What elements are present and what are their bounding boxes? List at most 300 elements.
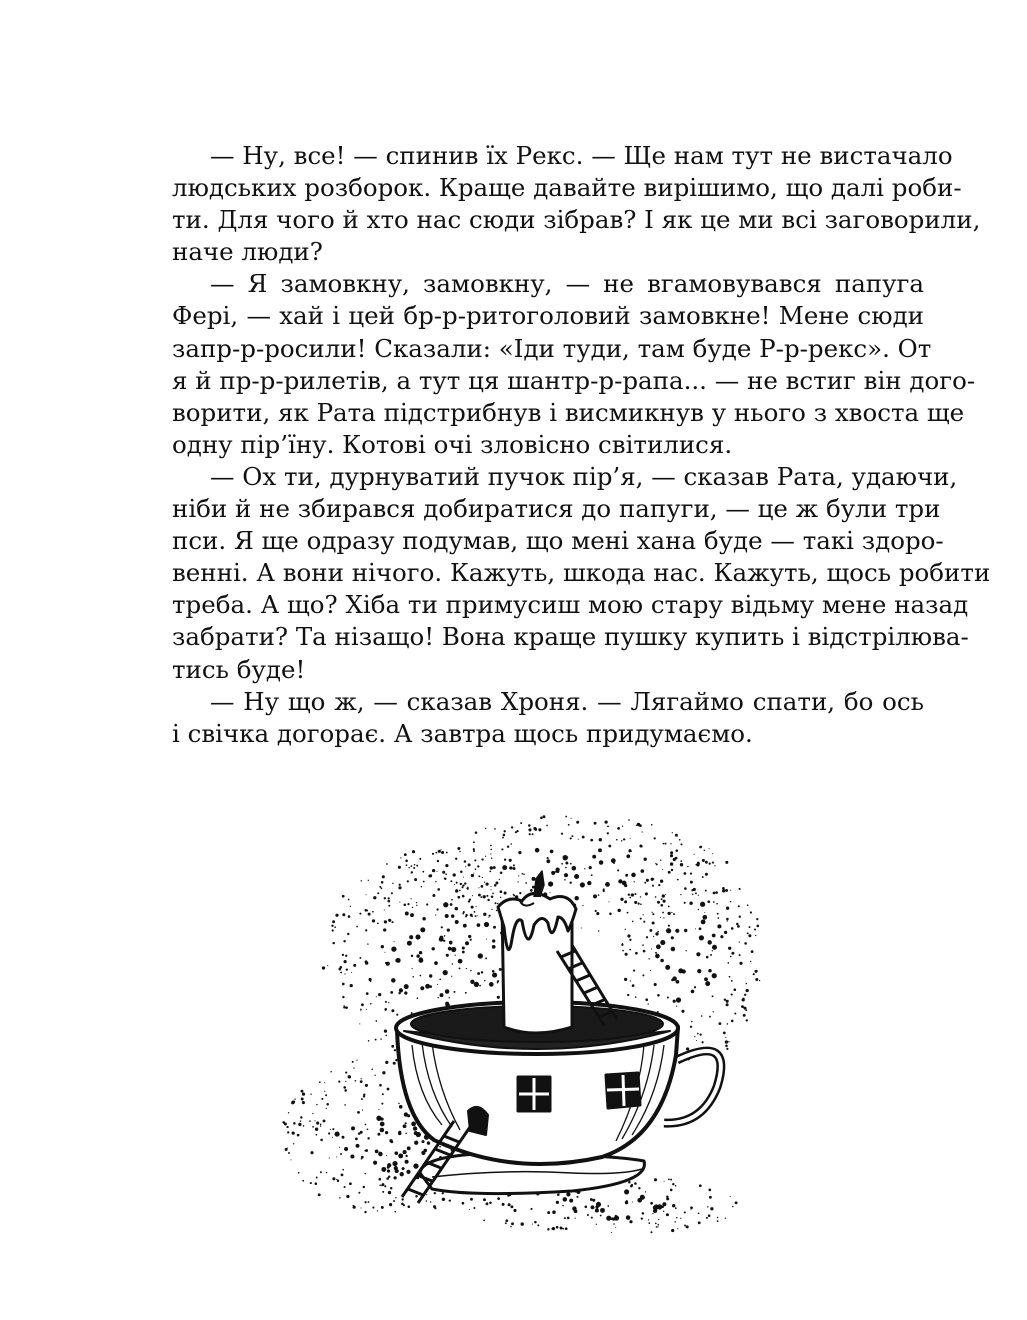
ink-dot bbox=[530, 1208, 532, 1210]
ink-dot bbox=[657, 1224, 659, 1226]
ink-dot bbox=[564, 1217, 566, 1219]
ink-dot bbox=[473, 850, 475, 852]
ink-dot bbox=[459, 890, 461, 892]
ink-dot bbox=[470, 970, 472, 972]
ink-dot bbox=[534, 1221, 537, 1224]
ink-dot bbox=[642, 944, 644, 946]
ink-dot bbox=[381, 887, 383, 889]
ink-dot bbox=[470, 1198, 473, 1201]
ink-dot bbox=[489, 915, 491, 917]
ink-dot bbox=[412, 976, 414, 978]
ink-dot bbox=[552, 1210, 556, 1214]
ink-dot bbox=[365, 961, 368, 964]
ink-dot bbox=[650, 1202, 653, 1205]
ink-dot bbox=[574, 874, 579, 879]
ink-dot bbox=[445, 914, 449, 918]
ink-dot bbox=[518, 875, 519, 876]
ink-dot bbox=[511, 826, 513, 828]
ink-dot bbox=[543, 815, 546, 818]
ink-dot bbox=[301, 1098, 304, 1101]
ink-dot bbox=[707, 900, 710, 903]
ink-dot bbox=[671, 1229, 674, 1232]
ink-dot bbox=[475, 831, 478, 834]
ink-dot bbox=[439, 1146, 441, 1148]
ink-dot bbox=[508, 1203, 511, 1206]
ink-dot bbox=[456, 889, 457, 890]
ink-dot bbox=[680, 1218, 681, 1219]
ink-dot bbox=[672, 1204, 675, 1207]
ink-dot bbox=[417, 997, 419, 999]
ink-dot bbox=[652, 921, 655, 924]
ink-dot bbox=[494, 902, 496, 904]
ink-dot bbox=[356, 926, 358, 928]
ink-dot bbox=[368, 1040, 370, 1042]
text-line: ворити, як Рата підстрибнув і висмикнув у нього з хвоста ще bbox=[172, 397, 965, 427]
ink-dot bbox=[520, 822, 522, 824]
ink-dot bbox=[380, 1128, 385, 1133]
ink-dot bbox=[340, 966, 343, 969]
ink-dot bbox=[389, 1203, 392, 1206]
ink-dot bbox=[687, 866, 688, 867]
ink-dot bbox=[435, 914, 436, 915]
ink-dot bbox=[445, 989, 450, 994]
ink-dot bbox=[391, 978, 396, 983]
ink-dot bbox=[451, 914, 455, 918]
paragraph bbox=[172, 140, 981, 268]
ink-dot bbox=[645, 1191, 646, 1192]
ink-dot bbox=[385, 1001, 387, 1003]
ink-dot bbox=[462, 1202, 465, 1205]
ink-dot bbox=[595, 910, 597, 912]
ink-dot bbox=[653, 1209, 657, 1213]
ink-dot bbox=[644, 882, 646, 884]
ink-dot bbox=[677, 879, 679, 881]
ink-dot bbox=[485, 856, 486, 857]
ink-dot bbox=[342, 996, 344, 998]
ink-dot bbox=[705, 861, 708, 864]
ink-dot bbox=[356, 1060, 357, 1061]
ink-dot bbox=[381, 945, 384, 948]
ink-dot bbox=[635, 893, 637, 895]
ink-dot bbox=[499, 879, 500, 880]
ink-dot bbox=[648, 1219, 649, 1220]
ink-dot bbox=[598, 848, 602, 852]
ink-dot bbox=[595, 1205, 598, 1208]
ink-dot bbox=[433, 1205, 436, 1208]
ink-dot bbox=[492, 970, 495, 973]
ink-dot bbox=[747, 904, 749, 906]
ink-dot bbox=[462, 951, 465, 954]
ink-dot bbox=[726, 918, 729, 921]
ink-dot bbox=[690, 881, 693, 884]
ink-dot bbox=[320, 1125, 321, 1126]
ink-dot bbox=[564, 873, 568, 877]
ink-dot bbox=[434, 961, 438, 965]
text-line: — Ну що ж, — сказав Хроня. — Лягаймо спати, бо ось bbox=[210, 686, 924, 716]
ink-dot bbox=[401, 1198, 403, 1200]
ink-dot bbox=[481, 858, 483, 860]
ink-dot bbox=[362, 1109, 363, 1110]
ink-dot bbox=[725, 861, 728, 864]
ink-dot bbox=[730, 901, 731, 902]
ink-dot bbox=[689, 902, 692, 905]
ink-dot bbox=[344, 1147, 348, 1151]
ink-dot bbox=[621, 840, 622, 841]
ink-dot bbox=[666, 1197, 669, 1200]
ink-dot bbox=[413, 867, 415, 869]
ink-dot bbox=[643, 914, 644, 915]
text-line: ти. Для чого й хто нас сюди зібрав? І як це ми всі заговорили, bbox=[172, 205, 981, 235]
ink-dot bbox=[408, 867, 409, 868]
ink-dot bbox=[345, 955, 347, 957]
ink-dot bbox=[706, 956, 709, 959]
ink-dot bbox=[684, 902, 686, 904]
ink-dot bbox=[748, 934, 751, 937]
ink-dot bbox=[416, 905, 417, 906]
ink-dot bbox=[342, 895, 345, 898]
ink-dot bbox=[395, 1197, 396, 1198]
ink-dot bbox=[680, 843, 682, 845]
ink-dot bbox=[642, 1212, 645, 1215]
ink-dot bbox=[739, 954, 741, 956]
ink-dot bbox=[386, 863, 388, 865]
ink-dot bbox=[404, 991, 407, 994]
ink-dot bbox=[483, 1198, 486, 1201]
ink-dot bbox=[746, 989, 749, 992]
ink-dot bbox=[450, 943, 451, 944]
text-line: забрати? Та нізащо! Вона краще пушку купить і відстрілюва- bbox=[172, 622, 969, 652]
ink-dot bbox=[664, 1181, 665, 1182]
ink-dot bbox=[532, 877, 536, 881]
paragraph bbox=[172, 461, 991, 686]
ink-dot bbox=[388, 919, 391, 922]
ink-dot bbox=[411, 871, 413, 873]
ink-dot bbox=[364, 1211, 366, 1213]
ink-dot bbox=[364, 1173, 366, 1175]
ink-dot bbox=[684, 872, 687, 875]
ink-dot bbox=[565, 867, 567, 869]
ink-dot bbox=[684, 1211, 686, 1213]
ink-dot bbox=[393, 1200, 395, 1202]
ink-dot bbox=[670, 851, 673, 854]
ink-dot bbox=[439, 978, 441, 980]
ink-dot bbox=[477, 923, 481, 927]
ink-dot bbox=[632, 1201, 633, 1202]
ink-dot bbox=[495, 882, 498, 885]
ink-dot bbox=[364, 1150, 366, 1152]
ink-dot bbox=[673, 858, 675, 860]
ink-dot bbox=[655, 863, 656, 864]
ink-dot bbox=[449, 997, 450, 998]
ink-dot bbox=[463, 877, 464, 878]
ink-dot bbox=[367, 1137, 369, 1139]
ink-dot bbox=[391, 1045, 394, 1048]
ink-dot bbox=[375, 1150, 379, 1154]
ink-dot bbox=[653, 936, 654, 937]
ink-dot bbox=[388, 905, 390, 907]
ink-dot bbox=[339, 1147, 340, 1148]
ink-dot bbox=[486, 939, 487, 940]
ink-dot bbox=[489, 870, 491, 872]
ink-dot bbox=[312, 1126, 314, 1128]
ink-dot bbox=[479, 985, 481, 987]
ink-dot bbox=[415, 935, 420, 940]
ink-dot bbox=[343, 1006, 345, 1008]
ink-dot bbox=[330, 1071, 331, 1072]
ink-dot bbox=[302, 1092, 305, 1095]
ink-dot bbox=[326, 1103, 329, 1106]
ink-dot bbox=[537, 1224, 539, 1226]
ink-dot bbox=[677, 1228, 678, 1229]
ink-dot bbox=[435, 852, 437, 854]
ink-dot bbox=[509, 866, 512, 869]
ink-dot bbox=[747, 932, 749, 934]
ink-dot bbox=[423, 881, 425, 883]
ink-dot bbox=[434, 1192, 436, 1194]
ink-dot bbox=[384, 920, 387, 923]
ink-dot bbox=[577, 1196, 579, 1198]
ink-dot bbox=[350, 906, 351, 907]
ink-dot bbox=[438, 850, 441, 853]
ink-dot bbox=[310, 1094, 311, 1095]
ink-dot bbox=[470, 939, 472, 941]
ink-dot bbox=[684, 887, 687, 890]
ink-dot bbox=[632, 921, 634, 923]
ink-dot bbox=[426, 903, 428, 905]
ink-dot bbox=[641, 1217, 643, 1219]
ink-dot bbox=[492, 973, 497, 978]
paragraph bbox=[172, 268, 976, 461]
ink-dot bbox=[486, 883, 489, 886]
ink-dot bbox=[670, 854, 673, 857]
ink-dot bbox=[727, 1023, 729, 1025]
ink-dot bbox=[730, 890, 731, 891]
ink-dot bbox=[316, 1104, 317, 1105]
ink-dot bbox=[372, 911, 374, 913]
ink-dot bbox=[658, 884, 660, 886]
ink-dot bbox=[530, 889, 533, 892]
ink-dot bbox=[749, 926, 751, 928]
ink-dot bbox=[392, 1161, 397, 1166]
ink-dot bbox=[660, 959, 664, 963]
ink-dot bbox=[451, 976, 452, 977]
ink-dot bbox=[628, 819, 630, 821]
ink-dot bbox=[707, 1206, 708, 1207]
ink-dot bbox=[547, 857, 549, 859]
ink-dot bbox=[497, 980, 499, 982]
ink-dot bbox=[429, 985, 432, 988]
ink-dot bbox=[343, 940, 345, 942]
ink-dot bbox=[606, 1216, 611, 1221]
ink-dot bbox=[435, 881, 436, 882]
ink-dot bbox=[414, 1141, 418, 1145]
ink-dot bbox=[694, 1036, 695, 1037]
ink-dot bbox=[656, 944, 661, 949]
ink-dot bbox=[365, 1084, 368, 1087]
ink-dot bbox=[707, 940, 711, 944]
ink-dot bbox=[599, 860, 603, 864]
ink-dot bbox=[696, 952, 700, 956]
ink-dot bbox=[592, 1199, 595, 1202]
ink-dot bbox=[466, 968, 467, 969]
ink-dot bbox=[576, 821, 579, 824]
ink-dot bbox=[750, 961, 751, 962]
ink-dot bbox=[717, 917, 719, 919]
ink-dot bbox=[570, 837, 572, 839]
ink-dot bbox=[598, 930, 599, 931]
ink-dot bbox=[557, 1194, 560, 1197]
ink-dot bbox=[375, 1039, 377, 1041]
ink-dot bbox=[441, 851, 444, 854]
ink-dot bbox=[425, 984, 430, 989]
ink-dot bbox=[500, 871, 503, 874]
ink-dot bbox=[388, 1191, 391, 1194]
ink-dot bbox=[712, 853, 713, 854]
ink-dot bbox=[525, 882, 527, 884]
ink-dot bbox=[513, 894, 515, 896]
ink-dot bbox=[638, 903, 640, 905]
ink-dot bbox=[490, 853, 491, 854]
ink-dot bbox=[637, 823, 640, 826]
ink-dot bbox=[314, 1120, 315, 1121]
text-line: — Ну, все! — спинив їх Рекс. — Ще нам тут не вистачало bbox=[210, 141, 953, 170]
ink-dot bbox=[565, 816, 567, 818]
ink-dot bbox=[746, 983, 747, 984]
ink-dot bbox=[416, 865, 418, 867]
text-line: ніби й не збирався добиратися до папуги, — це ж були три bbox=[172, 494, 941, 524]
ink-dot bbox=[634, 1182, 637, 1185]
ink-dot bbox=[367, 943, 368, 944]
ink-dot bbox=[398, 1103, 399, 1104]
ink-dot bbox=[472, 895, 473, 896]
ink-dot bbox=[700, 902, 705, 907]
ink-dot bbox=[300, 1116, 302, 1118]
ink-dot bbox=[416, 1140, 417, 1141]
ink-dot bbox=[726, 1000, 729, 1003]
ink-dot bbox=[392, 883, 393, 884]
ink-dot bbox=[587, 1214, 589, 1216]
ink-dot bbox=[694, 854, 695, 855]
ink-dot bbox=[384, 1029, 387, 1032]
ink-dot bbox=[667, 996, 669, 998]
ink-dot bbox=[624, 1189, 629, 1194]
ink-dot bbox=[700, 1033, 702, 1035]
ink-dot bbox=[420, 986, 424, 990]
ink-dot bbox=[442, 871, 445, 874]
ink-dot bbox=[432, 894, 435, 897]
ink-dot bbox=[464, 860, 467, 863]
ink-dot bbox=[340, 971, 342, 973]
ink-dot bbox=[618, 879, 622, 883]
ink-dot bbox=[686, 1225, 689, 1228]
ink-dot bbox=[316, 1134, 318, 1136]
ink-dot bbox=[714, 865, 715, 866]
ink-dot bbox=[642, 831, 643, 832]
ink-dot bbox=[471, 916, 473, 918]
ink-dot bbox=[353, 964, 356, 967]
ink-dot bbox=[650, 1231, 652, 1233]
ink-dot bbox=[483, 1220, 485, 1222]
ink-dot bbox=[697, 862, 700, 865]
ink-dot bbox=[507, 846, 509, 848]
ink-dot bbox=[332, 929, 334, 931]
ink-dot bbox=[570, 882, 572, 884]
ink-dot bbox=[649, 929, 652, 932]
ink-dot bbox=[569, 1199, 573, 1203]
ink-dot bbox=[503, 834, 506, 837]
ink-dot bbox=[361, 1098, 363, 1100]
ink-dot bbox=[403, 1150, 407, 1154]
ink-dot bbox=[660, 880, 663, 883]
ink-dot bbox=[556, 869, 560, 873]
ink-dot bbox=[675, 1185, 677, 1187]
ink-dot bbox=[416, 902, 417, 903]
ink-dot bbox=[384, 909, 385, 910]
ink-dot bbox=[400, 857, 401, 858]
ink-dot bbox=[390, 991, 393, 994]
ink-dot bbox=[297, 1134, 300, 1137]
ink-dot bbox=[571, 866, 576, 871]
ink-dot bbox=[385, 1035, 387, 1037]
ink-dot bbox=[385, 1061, 388, 1064]
ink-dot bbox=[629, 1220, 632, 1223]
ink-dot bbox=[486, 895, 488, 897]
ink-dot bbox=[442, 1198, 445, 1201]
ink-dot bbox=[582, 836, 585, 839]
ink-dot bbox=[605, 882, 610, 887]
ink-dot bbox=[320, 1139, 323, 1142]
ink-dot bbox=[302, 1180, 304, 1182]
ink-dot bbox=[477, 915, 478, 916]
ink-dot bbox=[724, 931, 727, 934]
ink-dot bbox=[372, 919, 375, 922]
ink-dot bbox=[701, 920, 706, 925]
ink-dot bbox=[702, 915, 707, 920]
ink-dot bbox=[359, 913, 361, 915]
ink-dot bbox=[725, 1045, 728, 1048]
ink-dot bbox=[648, 1222, 650, 1224]
ink-dot bbox=[316, 1177, 318, 1179]
ink-dot bbox=[722, 887, 725, 890]
ink-dot bbox=[591, 1205, 595, 1209]
ink-dot bbox=[625, 953, 628, 956]
ink-dot bbox=[691, 1021, 693, 1023]
ink-dot bbox=[728, 1041, 729, 1042]
ink-dot bbox=[695, 892, 697, 894]
candle-in-teacup-house-icon bbox=[272, 805, 762, 1235]
ink-dot bbox=[366, 992, 369, 995]
ink-dot bbox=[538, 828, 541, 831]
ink-dot bbox=[323, 1119, 326, 1122]
ink-dot bbox=[360, 1009, 362, 1011]
ink-dot bbox=[335, 914, 338, 917]
ink-dot bbox=[528, 824, 531, 827]
ink-dot bbox=[512, 867, 515, 870]
ink-dot bbox=[344, 1005, 345, 1006]
ink-dot bbox=[386, 1155, 387, 1156]
ink-dot bbox=[431, 947, 434, 950]
ink-dot bbox=[399, 884, 401, 886]
ink-dot bbox=[617, 869, 619, 871]
ink-dot bbox=[734, 1013, 736, 1015]
ink-dot bbox=[327, 965, 328, 966]
ink-dot bbox=[443, 902, 448, 907]
ink-dot bbox=[754, 929, 756, 931]
ink-dot bbox=[349, 1182, 352, 1185]
ink-dot bbox=[645, 998, 648, 1001]
ink-dot bbox=[645, 892, 648, 895]
ink-dot bbox=[381, 1118, 384, 1121]
